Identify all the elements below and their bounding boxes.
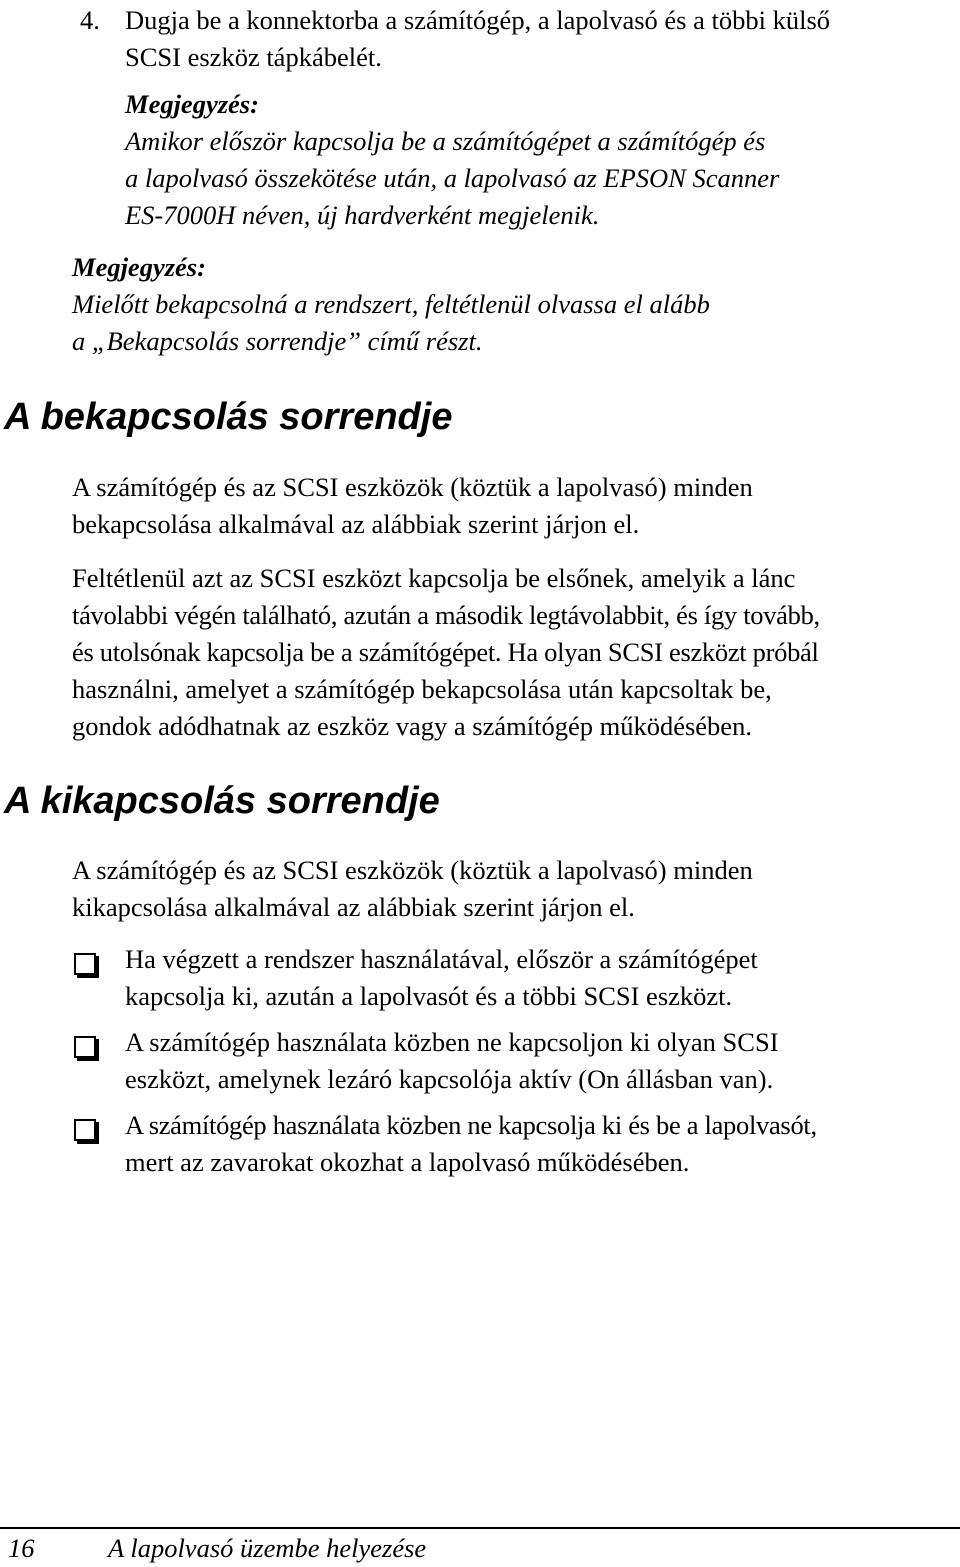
note-line: ES-7000H néven, új hardverként megjelenik. bbox=[125, 200, 600, 230]
bullet-line: Ha végzett a rendszer használatával, először a számítógépet bbox=[125, 944, 758, 974]
paragraph-line: kikapcsolása alkalmával az alábbiak szerint járjon el. bbox=[72, 892, 635, 922]
list-item-line: Dugja be a konnektorba a számítógép, a lapolvasó és a többi külső bbox=[125, 5, 831, 35]
footer-rule bbox=[0, 1527, 960, 1529]
list-number: 4. bbox=[80, 5, 100, 35]
footer-title: A lapolvasó üzembe helyezése bbox=[108, 1533, 427, 1563]
checkbox-icon bbox=[74, 1036, 96, 1058]
section-heading-power-on: A bekapcsolás sorrendje bbox=[4, 396, 453, 438]
bullet-line: kapcsolja ki, azután a lapolvasót és a többi SCSI eszközt. bbox=[125, 981, 733, 1011]
paragraph-line: használni, amelyet a számítógép bekapcsolása után kapcsoltak be, bbox=[72, 674, 772, 704]
list-item-line: SCSI eszköz tápkábelét. bbox=[125, 42, 382, 72]
bullet-line: mert az zavarokat okozhat a lapolvasó működésében. bbox=[125, 1147, 690, 1177]
paragraph-line: bekapcsolása alkalmával az alábbiak szerint járjon el. bbox=[72, 509, 640, 539]
bullet-line: A számítógép használata közben ne kapcsoljon ki olyan SCSI bbox=[125, 1027, 779, 1057]
note-label: Megjegyzés: bbox=[72, 252, 206, 282]
note-line: a „Bekapcsolás sorrendje” című részt. bbox=[72, 326, 483, 356]
bullet-line: A számítógép használata közben ne kapcsolja ki és be a lapolvasót, bbox=[125, 1110, 817, 1140]
checkbox-icon bbox=[74, 1119, 96, 1141]
note-line: a lapolvasó összekötése után, a lapolvasó az EPSON Scanner bbox=[125, 163, 780, 193]
paragraph-line: Feltétlenül azt az SCSI eszközt kapcsolja be elsőnek, amelyik a lánc bbox=[72, 563, 796, 593]
note-label: Megjegyzés: bbox=[125, 89, 259, 119]
checkbox-icon bbox=[74, 953, 96, 975]
page-number: 16 bbox=[8, 1533, 35, 1563]
note-line: Mielőtt bekapcsolná a rendszert, feltétlenül olvassa el alább bbox=[72, 289, 710, 319]
paragraph-line: és utolsónak kapcsolja be a számítógépet. Ha olyan SCSI eszközt próbál bbox=[72, 637, 819, 667]
section-heading-power-off: A kikapcsolás sorrendje bbox=[4, 780, 440, 822]
paragraph-line: távolabbi végén található, azután a második legtávolabbit, és így tovább, bbox=[72, 600, 820, 630]
paragraph-line: gondok adódhatnak az eszköz vagy a számítógép működésében. bbox=[72, 711, 752, 741]
bullet-line: eszközt, amelynek lezáró kapcsolója aktív (On állásban van). bbox=[125, 1064, 774, 1094]
note-line: Amikor először kapcsolja be a számítógépet a számítógép és bbox=[125, 126, 766, 156]
paragraph-line: A számítógép és az SCSI eszközök (köztük a lapolvasó) minden bbox=[72, 472, 753, 502]
paragraph-line: A számítógép és az SCSI eszközök (köztük a lapolvasó) minden bbox=[72, 855, 753, 885]
